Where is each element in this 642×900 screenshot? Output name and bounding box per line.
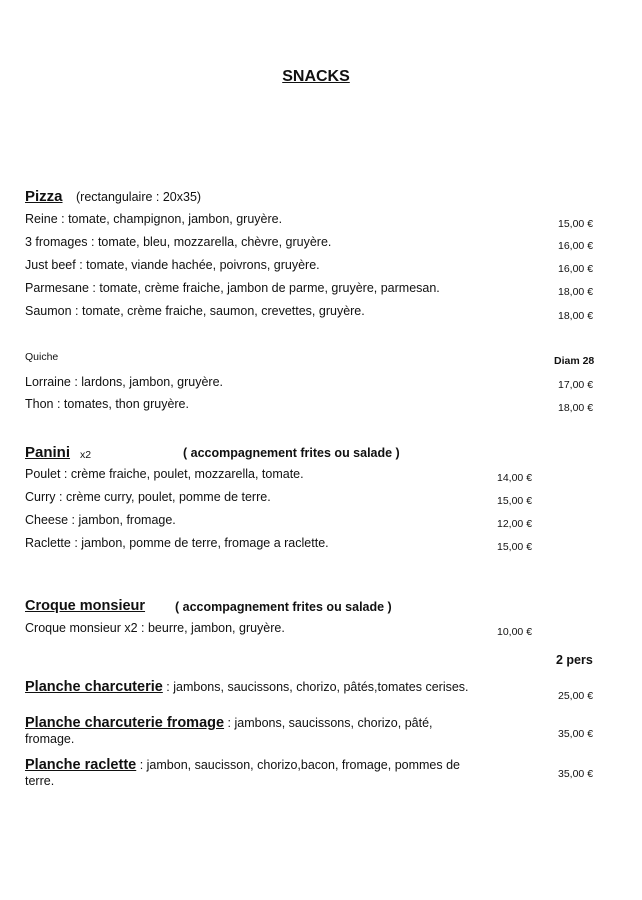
quiche-item-lorraine: Lorraine : lardons, jambon, gruyère. [25,375,224,389]
planche-charcuterie-desc: : jambons, saucissons, chorizo, pâtés,tomates cerises. [162,680,469,694]
panini-item-poulet: Poulet : crème fraiche, poulet, mozzarella, tomate. [25,467,304,481]
pizza-note: (rectangulaire : 20x35) [76,190,202,204]
planche-raclette-name: Planche raclette [25,757,137,773]
planche-raclette-price: 35,00 € [558,768,594,780]
pizza-price-saumon: 18,00 € [558,310,594,322]
panini-item-curry: Curry : crème curry, poulet, pomme de terre. [25,490,271,504]
panini-price-raclette: 15,00 € [497,541,533,553]
quiche-heading: Quiche [25,351,59,363]
panini-item-raclette: Raclette : jambon, pomme de terre, fromage a raclette. [25,536,329,550]
pizza-item-parmesane: Parmesane : tomate, crème fraiche, jambon de parme, gruyère, parmesan. [25,281,440,295]
pizza-item-reine: Reine : tomate, champignon, jambon, gruyère. [25,212,283,226]
pizza-item-3-fromages: 3 fromages : tomate, bleu, mozzarella, chèvre, gruyère. [25,235,332,249]
croque-item: Croque monsieur x2 : beurre, jambon, gruyère. [25,621,285,635]
planche-charcuterie-fromage-name: Planche charcuterie fromage [25,715,225,731]
pizza-price-parmesane: 18,00 € [558,286,594,298]
panini-price-curry: 15,00 € [497,495,533,507]
planche-charcuterie-fromage-price: 35,00 € [558,728,594,740]
planche-raclette-desc: : jambon, saucisson, chorizo,bacon, fromage, pommes de terre. [25,758,461,788]
pizza-price-reine: 15,00 € [558,218,594,230]
pizza-price-just-beef: 16,00 € [558,263,594,275]
croque-price: 10,00 € [497,626,533,638]
pizza-item-saumon: Saumon : tomate, crème fraiche, saumon, crevettes, gruyère. [25,304,365,318]
panini-heading: Panini [25,444,71,461]
panini-price-cheese: 12,00 € [497,518,533,530]
planche-charcuterie [25,679,485,695]
planches-header: 2 pers [556,653,593,667]
pizza-heading: Pizza [25,188,63,205]
quiche-price-thon: 18,00 € [558,402,594,414]
croque-heading: Croque monsieur [25,598,146,614]
planche-charcuterie-name: Planche charcuterie [25,679,163,695]
quiche-item-thon: Thon : tomates, thon gruyère. [25,397,189,411]
planche-raclette [25,757,485,789]
panini-price-poulet: 14,00 € [497,472,533,484]
quiche-size-label: Diam 28 [554,355,595,367]
pizza-price-3-fromages: 16,00 € [558,240,594,252]
pizza-item-just-beef: Just beef : tomate, viande hachée, poivrons, gruyère. [25,258,320,272]
page-title: SNACKS [282,68,350,85]
planche-charcuterie-price: 25,00 € [558,690,594,702]
panini-note: ( accompagnement frites ou salade ) [183,446,400,460]
planche-charcuterie-fromage [25,715,485,747]
panini-qty: x2 [80,449,92,461]
panini-item-cheese: Cheese : jambon, fromage. [25,513,176,527]
planche-charcuterie-fromage-desc: : jambons, saucissons, chorizo, pâté, fromage. [25,716,433,746]
croque-note: ( accompagnement frites ou salade ) [175,600,392,614]
quiche-price-lorraine: 17,00 € [558,379,594,391]
